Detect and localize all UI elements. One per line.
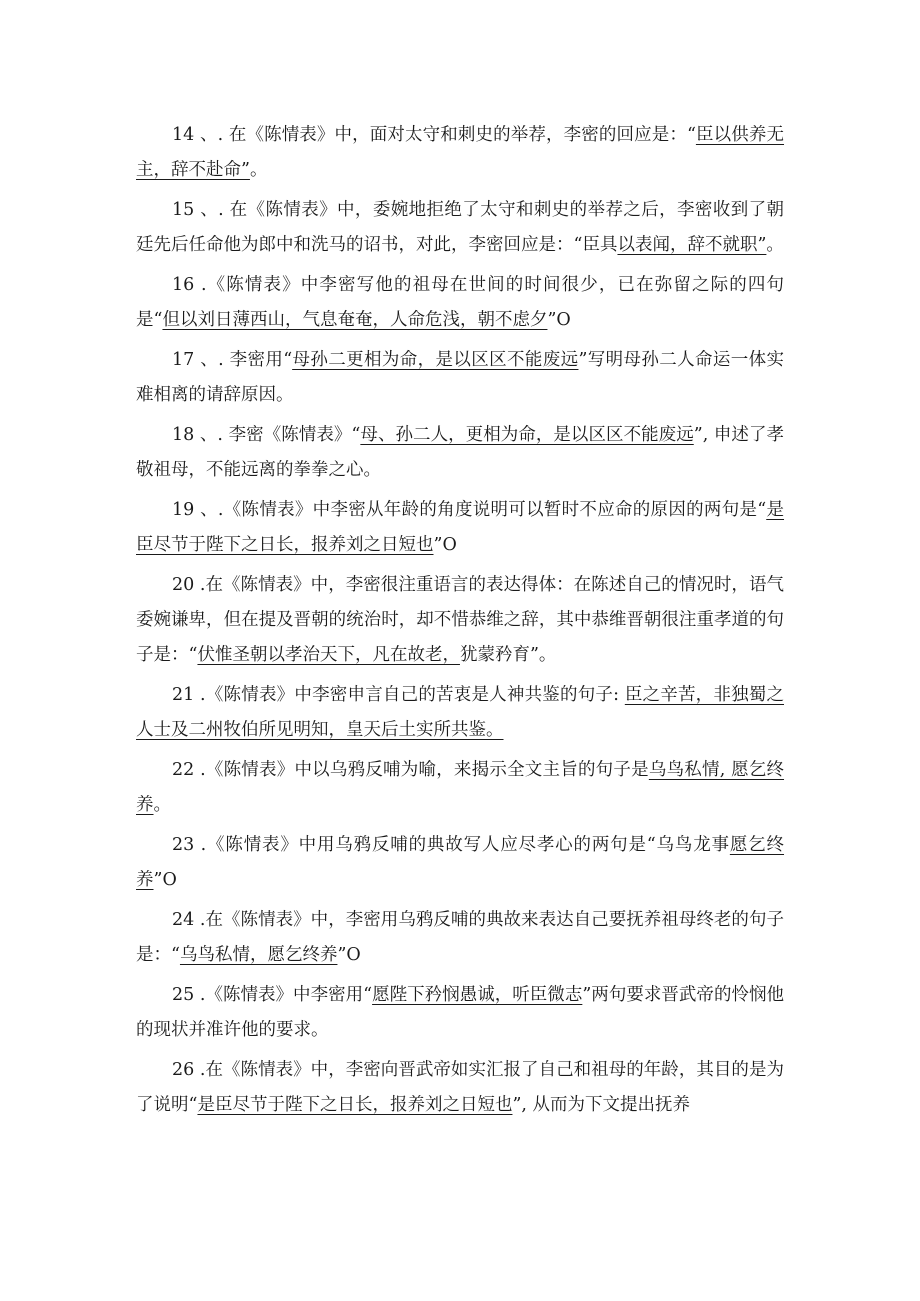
answer-underlined-text: 以表闻，辞不就职” bbox=[617, 235, 767, 255]
question-text: 。 bbox=[249, 160, 268, 180]
question-item-26 bbox=[136, 1053, 784, 1123]
answer-underlined-text: 但以刘日薄西山，气息奄奄，人命危浅，朝不虑夕 bbox=[162, 310, 548, 330]
question-item-21 bbox=[136, 678, 784, 748]
answer-underlined-text: 是臣尽节于陛下之日长，报养刘之日短也 bbox=[136, 500, 785, 555]
question-number: 19 bbox=[172, 500, 195, 520]
question-text: 。 bbox=[153, 795, 171, 815]
question-text: .在《陈情表》中，李密向晋武帝如实汇报了自己和祖母的年龄，其目的是为了说明“ bbox=[136, 1060, 784, 1115]
answer-underlined-text: 臣之辛苦，非独蜀之人士及二州牧伯所见明知，皇天后土实所共鉴。 bbox=[136, 685, 784, 740]
answer-underlined-text: 伏惟圣朝以孝治天下，凡在故老， bbox=[197, 645, 460, 665]
question-number: 22 bbox=[172, 760, 195, 780]
question-text: ”O bbox=[337, 945, 361, 965]
question-text: ”, 从而为下文提出抚养 bbox=[512, 1095, 691, 1115]
question-text: ”O bbox=[547, 310, 571, 330]
question-text: .《陈情表》中李密用“ bbox=[194, 985, 373, 1005]
question-number: 14 bbox=[172, 125, 195, 145]
question-item-15 bbox=[136, 193, 784, 263]
question-text: .《陈情表》中以乌鸦反哺为喻，来揭示全文主旨的句子是 bbox=[194, 760, 649, 780]
question-text: 、. 李密用“ bbox=[194, 350, 293, 370]
question-number: 25 bbox=[172, 985, 195, 1005]
question-list bbox=[136, 118, 784, 1123]
question-item-19 bbox=[136, 493, 784, 563]
question-item-18 bbox=[136, 418, 784, 488]
question-item-20 bbox=[136, 568, 784, 673]
question-item-16 bbox=[136, 268, 784, 338]
question-text: 。 bbox=[766, 235, 784, 255]
question-number: 16 bbox=[172, 275, 195, 295]
answer-underlined-text: 母孙二更相为命，是以区区不能废远 bbox=[292, 350, 579, 370]
question-item-17 bbox=[136, 343, 784, 413]
question-text: 犹蒙矜育”。 bbox=[459, 645, 557, 665]
question-text: .《陈情表》中用乌鸦反哺的典故写人应尽孝心的两句是“乌鸟龙事 bbox=[194, 835, 730, 855]
question-text: .《陈情表》中李密写他的祖母在世间的时间很少，已在弥留之际的四句是“ bbox=[136, 275, 784, 330]
answer-underlined-text: 愿陛下矜悯愚诚，听臣微志 bbox=[372, 985, 583, 1005]
question-text: ”O bbox=[153, 870, 177, 890]
answer-underlined-text: 乌鸟私情，愿乞终养 bbox=[179, 945, 338, 965]
answer-underlined-text: 是臣尽节于陛下之日长，报养刘之日短也 bbox=[197, 1095, 513, 1115]
question-number: 20 bbox=[172, 575, 195, 595]
question-item-14 bbox=[136, 118, 784, 188]
question-text: ”两句要求晋武帝的怜悯他的现状并准许他的要求。 bbox=[136, 985, 785, 1040]
question-text: 、. 李密《陈情表》“ bbox=[194, 425, 361, 445]
answer-underlined-text: 臣以供养无主，辞不赴命” bbox=[136, 125, 785, 180]
question-number: 18 bbox=[172, 425, 195, 445]
question-text: 、. 在《陈情表》中，面对太守和刺史的举荐，李密的回应是：“ bbox=[194, 125, 696, 145]
question-text: ”写明母孙二人命运一体实难相离的请辞原因。 bbox=[136, 350, 784, 405]
question-item-22 bbox=[136, 753, 784, 823]
question-text: ”O bbox=[433, 535, 457, 555]
question-number: 21 bbox=[172, 685, 195, 705]
question-text: ”, 申述了孝敬祖母，不能远离的拳拳之心。 bbox=[136, 425, 784, 480]
document-page bbox=[136, 118, 784, 1128]
answer-underlined-text: 乌鸟私情, 愿乞终养 bbox=[136, 760, 785, 815]
answer-underlined-text: 愿乞终养 bbox=[136, 835, 785, 890]
question-text: .在《陈情表》中，李密很注重语言的表达得体：在陈述自己的情况时，语气委婉谦卑，但在提及晋朝的统治时，却不惜恭维之辞，其中恭维晋朝很注重孝道的句子是：“ bbox=[136, 575, 784, 665]
question-number: 24 bbox=[172, 910, 195, 930]
question-item-23 bbox=[136, 828, 784, 898]
question-item-24 bbox=[136, 903, 784, 973]
question-text: 、. 在《陈情表》中，委婉地拒绝了太守和刺史的举荐之后，李密收到了朝廷先后任命他为郎中和洗马的诏书，对此，李密回应是：“臣具 bbox=[136, 200, 784, 255]
question-text: 、.《陈情表》中李密从年龄的角度说明可以暂时不应命的原因的两句是“ bbox=[194, 500, 767, 520]
question-number: 26 bbox=[172, 1060, 195, 1080]
question-text: .在《陈情表》中，李密用乌鸦反哺的典故来表达自己要抚养祖母终老的句子是：“ bbox=[136, 910, 784, 965]
question-number: 23 bbox=[172, 835, 195, 855]
answer-underlined-text: 母、孙二人，更相为命，是以区区不能废远 bbox=[360, 425, 694, 445]
question-number: 15 bbox=[172, 200, 195, 220]
question-text: .《陈情表》中李密申言自己的苦衷是人神共鉴的句子: bbox=[194, 685, 625, 705]
question-number: 17 bbox=[172, 350, 195, 370]
question-item-25 bbox=[136, 978, 784, 1048]
